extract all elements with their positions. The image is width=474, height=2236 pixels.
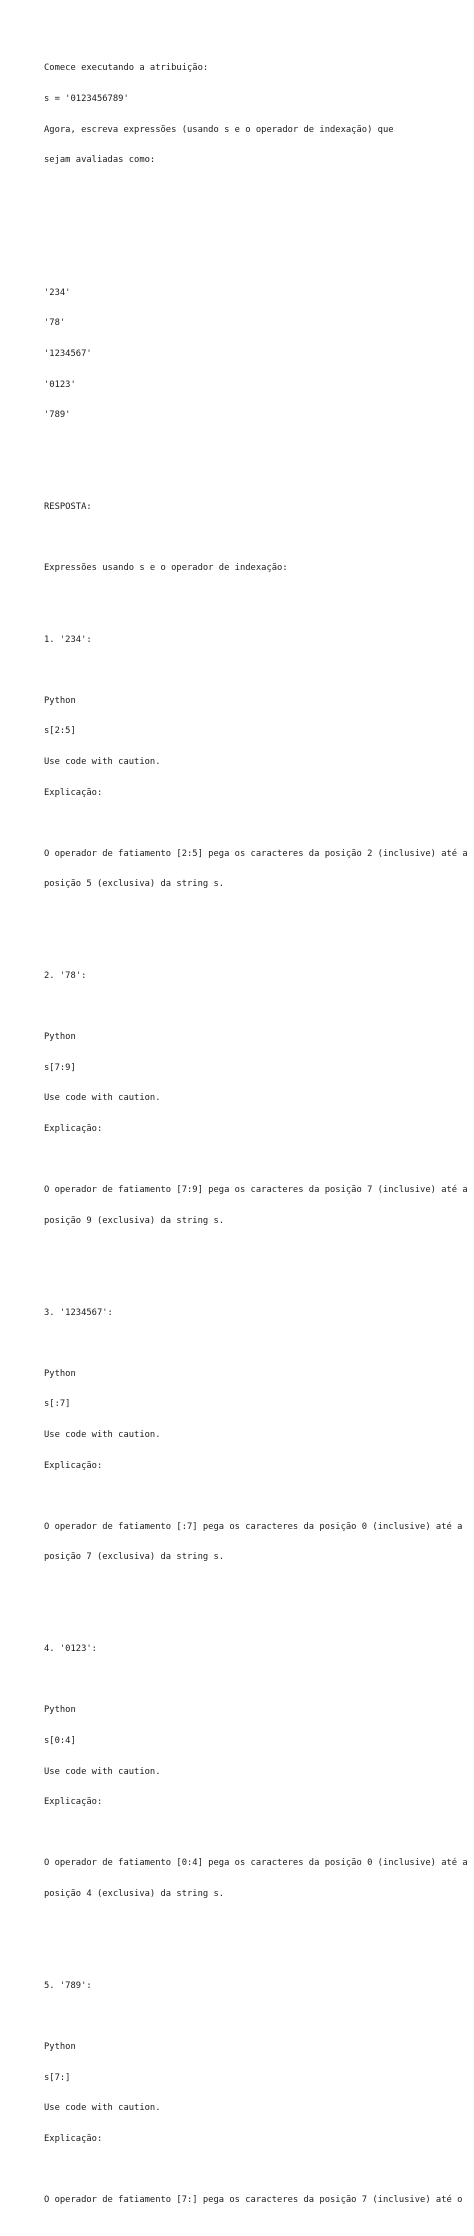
intro-line: Agora, escreva expressões (usando s e o operador de indexação) que [44, 124, 394, 135]
explanation-text: posição 5 (exclusiva) da string s. [44, 879, 225, 890]
code-snippet: s[:7] [44, 1399, 71, 1410]
explanation-label: Explicação: [44, 1460, 103, 1471]
caution-note: Use code with caution. [44, 1093, 161, 1104]
intro-assignment: s = '0123456789' [44, 94, 129, 104]
code-language: Python [44, 1368, 76, 1379]
explanation-label: Explicação: [44, 1797, 103, 1808]
explanation-text: O operador de fatiamento [7:] pega os caracteres da posição 7 (inclusive) até o [44, 2194, 463, 2205]
explanation-text: posição 7 (exclusiva) da string s. [44, 1552, 225, 1563]
code-language: Python [44, 1032, 76, 1043]
explanation-text: O operador de fatiamento [0:4] pega os caracteres da posição 0 (inclusive) até a [44, 1858, 468, 1869]
answer-intro: Expressões usando s e o operador de indexação: [44, 563, 288, 574]
caution-note: Use code with caution. [44, 2103, 161, 2114]
explanation-label: Explicação: [44, 1124, 103, 1135]
answer-item [44, 951, 468, 1247]
code-snippet: s[7:] [44, 2072, 71, 2083]
target-list [44, 267, 464, 440]
item-title: 3. '1234567': [44, 1307, 113, 1318]
target-item: '78' [44, 318, 66, 329]
answer-item [44, 1287, 464, 1583]
code-snippet: s[7:9] [44, 1062, 76, 1073]
answer-item [44, 1960, 464, 2225]
explanation-text: posição 9 (exclusiva) da string s. [44, 1215, 225, 1226]
explanation-text: posição 4 (exclusiva) da string s. [44, 1888, 225, 1899]
code-snippet: s[0:4] [44, 1736, 76, 1747]
explanation-text: O operador de fatiamento [7:9] pega os caracteres da posição 7 (inclusive) até a [44, 1185, 468, 1196]
item-title: 1. '234': [44, 634, 92, 645]
item-title: 2. '78': [44, 971, 87, 982]
explanation-text: O operador de fatiamento [:7] pega os caracteres da posição 0 (inclusive) até a [44, 1521, 463, 1532]
caution-note: Use code with caution. [44, 756, 161, 767]
code-language: Python [44, 1705, 76, 1716]
answer-item [44, 614, 468, 910]
intro-line: sejam avaliadas como: [44, 155, 156, 166]
code-language: Python [44, 2041, 76, 2052]
explanation-text: O operador de fatiamento [2:5] pega os caracteres da posição 2 (inclusive) até a [44, 848, 468, 859]
document-page [44, 43, 468, 2236]
intro-line: Comece executando a atribuição: [44, 63, 209, 74]
caution-note: Use code with caution. [44, 1430, 161, 1441]
item-title: 5. '789': [44, 1980, 92, 1991]
target-item: '1234567' [44, 348, 92, 359]
code-language: Python [44, 695, 76, 706]
target-item: '234' [44, 287, 71, 298]
explanation-label: Explicação: [44, 2133, 103, 2144]
target-item: '789' [44, 410, 71, 421]
caution-note: Use code with caution. [44, 1766, 161, 1777]
answer-heading: RESPOSTA: [44, 501, 92, 512]
answer-item [44, 1624, 468, 1920]
target-item: '0123' [44, 379, 76, 390]
explanation-label: Explicação: [44, 787, 103, 798]
item-title: 4. '0123': [44, 1644, 97, 1655]
code-snippet: s[2:5] [44, 726, 76, 737]
